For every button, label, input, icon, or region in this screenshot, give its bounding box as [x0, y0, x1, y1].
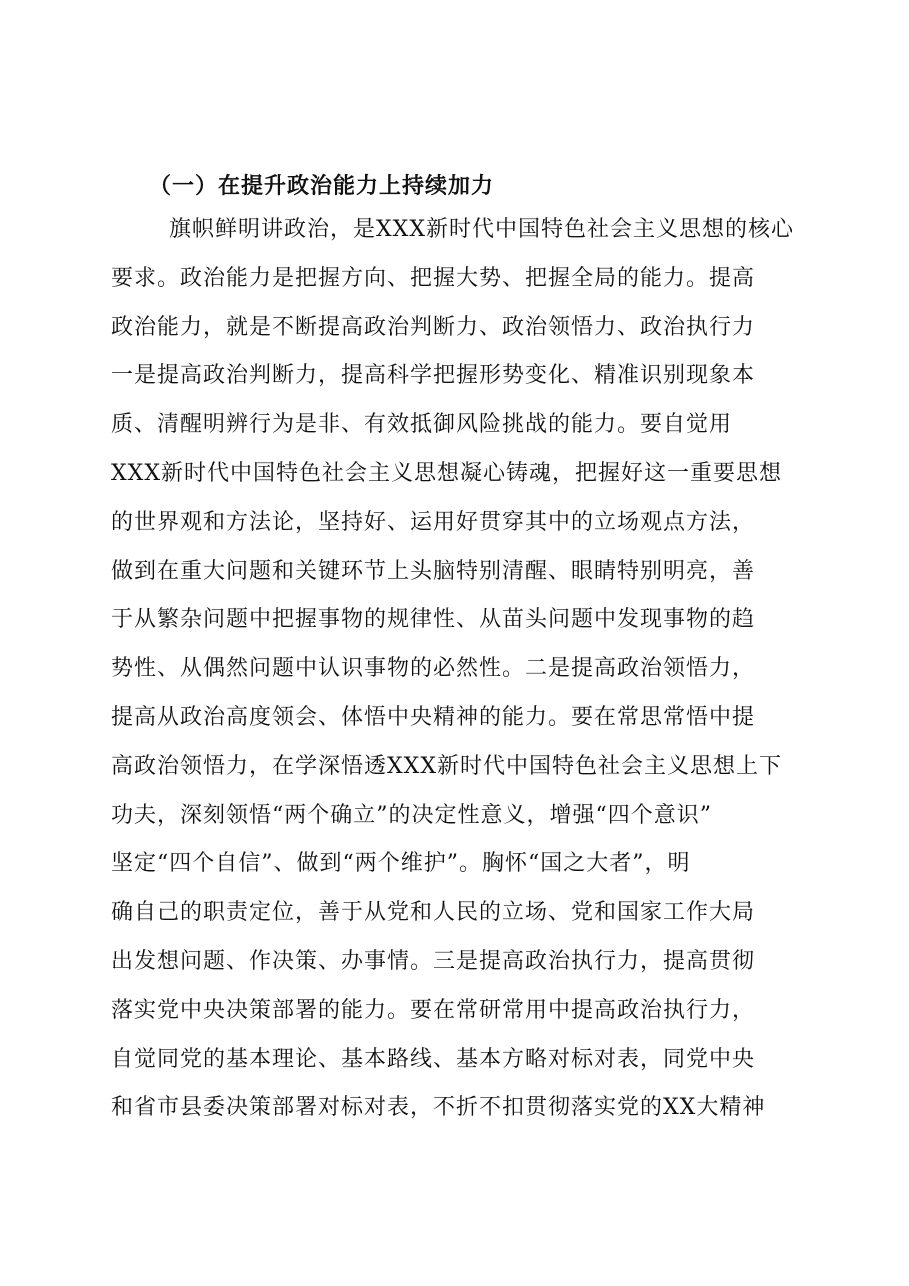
paragraph-line: 高政治领悟力，在学深悟透XXX新时代中国特色社会主义思想上下 — [111, 753, 782, 779]
paragraph-line: 的世界观和方法论，坚持好、运用好贯穿其中的立场观点方法， — [111, 509, 756, 535]
paragraph-line: 势性、从偶然问题中认识事物的必然性。二是提高政治领悟力， — [111, 656, 756, 682]
paragraph-line: 于从繁杂问题中把握事物的规律性、从苗头问题中发现事物的趋 — [111, 607, 756, 633]
document-body — [111, 166, 811, 1133]
paragraph-line: 落实党中央决策部署的能力。要在常研常用中提高政治执行力， — [111, 997, 756, 1023]
paragraph-line: 确自己的职责定位，善于从党和人民的立场、党和国家工作大局 — [111, 900, 756, 926]
paragraph-line: 要求。政治能力是把握方向、把握大势、把握全局的能力。提高 — [111, 265, 756, 291]
paragraph-line: 政治能力，就是不断提高政治判断力、政治领悟力、政治执行力 — [111, 314, 756, 340]
paragraph-line: 一是提高政治判断力，提高科学把握形势变化、精准识别现象本 — [111, 363, 756, 389]
paragraph-line: 质、清醒明辨行为是非、有效抵御风险挑战的能力。要自觉用 — [111, 412, 733, 438]
paragraph-line: 提高从政治高度领会、体悟中央精神的能力。要在常思常悟中提 — [111, 704, 756, 730]
paragraph-line: 旗帜鲜明讲政治，是XXX新时代中国特色社会主义思想的核心 — [169, 217, 794, 242]
paragraph-line: 出发想问题、作决策、办事情。三是提高政治执行力，提高贯彻 — [111, 948, 756, 974]
paragraph-line: 自觉同党的基本理论、基本路线、基本方略对标对表，同党中央 — [111, 1046, 756, 1072]
paragraph-line: 做到在重大问题和关键环节上头脑特别清醒、眼睛特别明亮，善 — [111, 558, 756, 584]
paragraph-line: 坚定“四个自信”、做到“两个维护”。胸怀“国之大者”，明 — [111, 851, 691, 877]
section-heading: （一）在提升政治能力上持续加力 — [149, 173, 495, 199]
paragraph-line: 功夫，深刻领悟“两个确立”的决定性意义，增强“四个意识” — [111, 802, 712, 828]
paragraph-line: 和省市县委决策部署对标对表，不折不扣贯彻落实党的XX大精神 — [111, 1095, 766, 1121]
paragraph-line: XXX新时代中国特色社会主义思想凝心铸魂，把握好这一重要思想 — [111, 460, 782, 486]
